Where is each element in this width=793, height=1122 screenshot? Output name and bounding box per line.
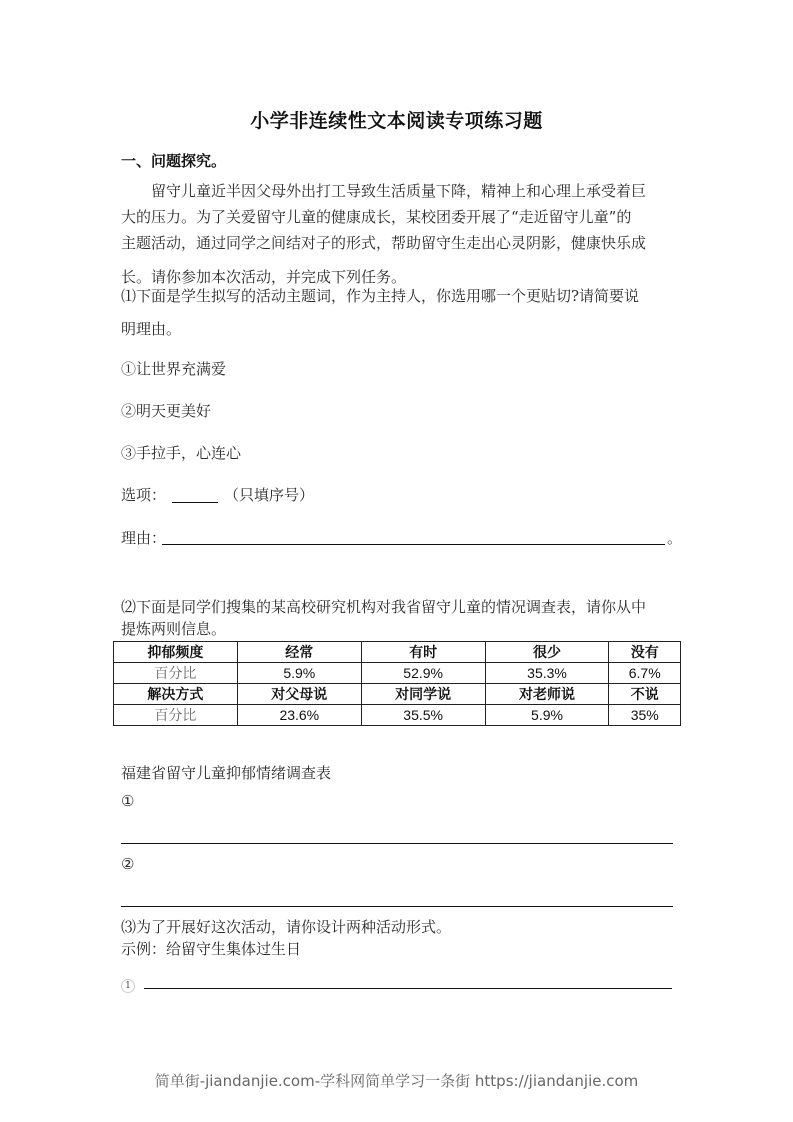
- table-cell: 百分比: [114, 663, 238, 684]
- reason-label: 理由：: [121, 529, 167, 547]
- q1-prompt-line: 明理由。: [121, 320, 182, 338]
- section-heading: 一、问题探究。: [121, 152, 227, 170]
- table-cell: 52.9%: [361, 663, 485, 684]
- table-cell: 对同学说: [361, 684, 485, 705]
- intro-paragraph: [121, 178, 676, 290]
- reason-answer-line[interactable]: [162, 544, 665, 545]
- table-cell: 35%: [609, 705, 681, 726]
- table-row: [114, 705, 681, 726]
- q3-answer-marker: [121, 973, 135, 993]
- table-cell: 经常: [237, 642, 361, 663]
- table-row: [114, 684, 681, 705]
- table-cell: 35.3%: [485, 663, 609, 684]
- table-row: [114, 642, 681, 663]
- survey-table: [113, 641, 681, 726]
- q1-prompt-line: ⑴下面是学生拟写的活动主题词，作为主持人，你选用哪一个更贴切?请简要说: [121, 287, 640, 305]
- numbered-circle-icon: 1: [121, 979, 135, 993]
- table-caption: 福建省留守儿童抑郁情绪调查表: [121, 764, 332, 782]
- table-cell: 不说: [609, 684, 681, 705]
- table-cell: 百分比: [114, 705, 238, 726]
- q1-choice-row: [121, 484, 314, 505]
- table-cell: 5.9%: [485, 705, 609, 726]
- answer-marker: ①: [121, 792, 135, 810]
- intro-line: 大的压力。为了关爱留守儿童的健康成长，某校团委开展了“走近留守儿童”的: [121, 208, 632, 226]
- table-cell: 对老师说: [485, 684, 609, 705]
- q2-prompt-line: ⑵下面是同学们搜集的某高校研究机构对我省留守儿童的情况调查表，请你从中: [121, 598, 647, 616]
- intro-line: 长。请你参加本次活动，并完成下列任务。: [121, 268, 407, 286]
- q1-option: ②明天更美好: [121, 402, 212, 420]
- table-cell: 有时: [361, 642, 485, 663]
- table-cell: 5.9%: [237, 663, 361, 684]
- reason-end: 。: [667, 529, 683, 547]
- table-cell: 35.5%: [361, 705, 485, 726]
- table-cell: 对父母说: [237, 684, 361, 705]
- intro-line: 留守儿童近半因父母外出打工导致生活质量下降，精神上和心理上承受着巨: [121, 182, 647, 200]
- table-cell: 6.7%: [609, 663, 681, 684]
- table-row: [114, 663, 681, 684]
- q3-prompt: ⑶为了开展好这次活动，请你设计两种活动形式。: [121, 918, 452, 936]
- table-cell: 抑郁频度: [114, 642, 238, 663]
- choice-hint: （只填序号）: [224, 486, 315, 504]
- table-cell: 很少: [485, 642, 609, 663]
- table-cell: 23.6%: [237, 705, 361, 726]
- answer-line-2[interactable]: [121, 906, 673, 907]
- q2-prompt-line: 提炼两则信息。: [121, 620, 227, 638]
- answer-line-1[interactable]: [121, 843, 673, 844]
- choice-label: 选项：: [121, 486, 167, 504]
- q1-option: ①让世界充满爱: [121, 360, 227, 378]
- intro-line: 主题活动，通过同学之间结对子的形式，帮助留守生走出心灵阴影，健康快乐成: [121, 234, 647, 252]
- footer-watermark: 简单街-jiandanjie.com-学科网简单学习一条街 https://jiandanjie.com: [154, 1072, 639, 1090]
- q3-answer-line[interactable]: [144, 988, 672, 989]
- q3-example: 示例：给留守生集体过生日: [121, 940, 302, 958]
- q1-option: ③手拉手，心连心: [121, 444, 242, 462]
- answer-marker: ②: [121, 855, 135, 873]
- table-cell: 解决方式: [114, 684, 238, 705]
- choice-blank[interactable]: [172, 488, 218, 503]
- page-title: 小学非连续性文本阅读专项练习题: [250, 110, 543, 132]
- table-cell: 没有: [609, 642, 681, 663]
